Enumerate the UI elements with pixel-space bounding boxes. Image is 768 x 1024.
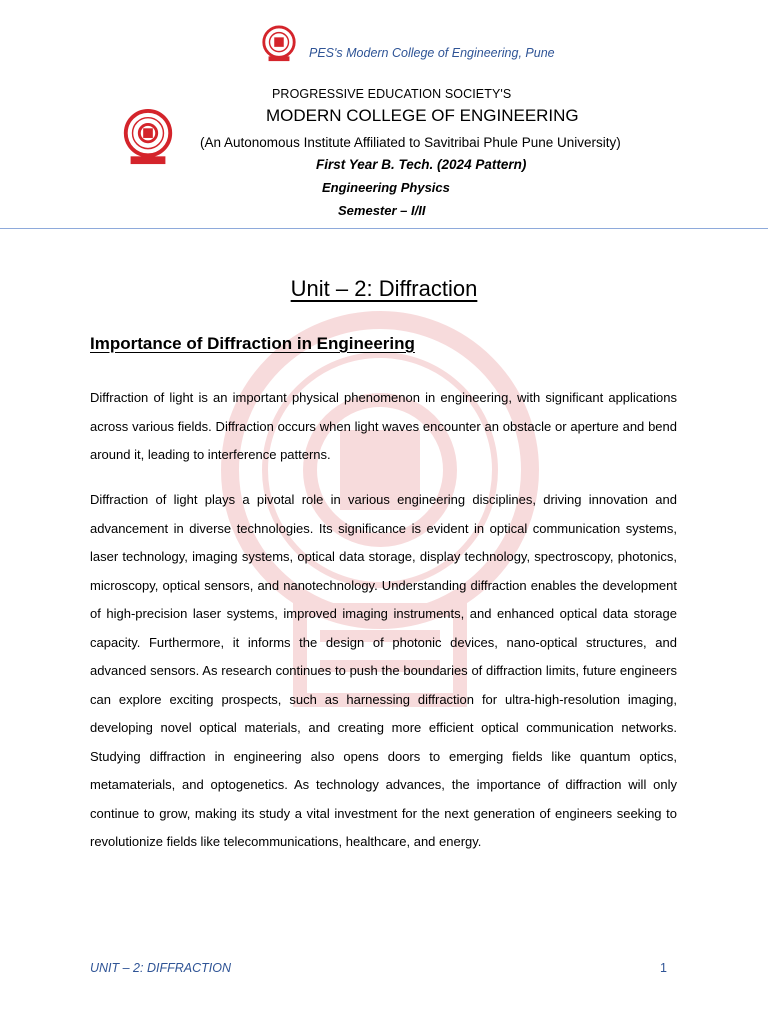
header-divider: [0, 228, 768, 229]
affiliation-text: (An Autonomous Institute Affiliated to Savitribai Phule Pune University): [200, 135, 621, 150]
semester-label: Semester – I/II: [338, 203, 426, 218]
program-year: First Year B. Tech. (2024 Pattern): [316, 157, 527, 172]
page-number: 1: [660, 961, 667, 975]
college-name: MODERN COLLEGE OF ENGINEERING: [266, 106, 579, 125]
society-name: PROGRESSIVE EDUCATION SOCIETY'S: [272, 87, 512, 101]
college-logo-icon: [119, 108, 177, 166]
footer-unit-label: UNIT – 2: DIFFRACTION: [90, 961, 231, 975]
section-heading: Importance of Diffraction in Engineering: [90, 334, 415, 353]
subject-name: Engineering Physics: [322, 180, 450, 195]
unit-title: Unit – 2: Diffraction: [290, 276, 478, 301]
paragraph-2: Diffraction of light plays a pivotal role in various engineering disciplines, driving innovation and advancement in diverse technologies. Its significance is evident in optical communication systems, laser technology, imaging systems, optical data storage, display technology, spectroscopy, photonics, microscopy, optical sensors, and nanotechnology. Understanding diffraction enables the development of high-precision laser systems, improved imaging instruments, and enhanced optical data storage capacity. Furthermore, it informs the design of photonic devices, nano-optical structures, and advanced sensors. As research continues to push the boundaries of diffraction limits, future engineers can explore exciting prospects, such as harnessing diffraction for ultra-high-resolution imaging, developing novel optical materials, and creating more efficient optical communication networks. Studying diffraction in engineering also opens doors to emerging fields like quantum optics, metamaterials, and optogenetics. As technology advances, the importance of diffraction will only continue to grow, making its study a vital investment for the next generation of engineers seeking to revolutionize fields like telecommunications, healthcare, and energy.: [90, 492, 677, 849]
top-caption: PES's Modern College of Engineering, Pune: [309, 46, 555, 60]
paragraph-1: Diffraction of light is an important physical phenomenon in engineering, with significant applications across various fields. Diffraction occurs when light waves encounter an obstacle or aperture and bend around it, leading to interference patterns.: [90, 390, 677, 462]
college-emblem-icon: [260, 25, 298, 63]
